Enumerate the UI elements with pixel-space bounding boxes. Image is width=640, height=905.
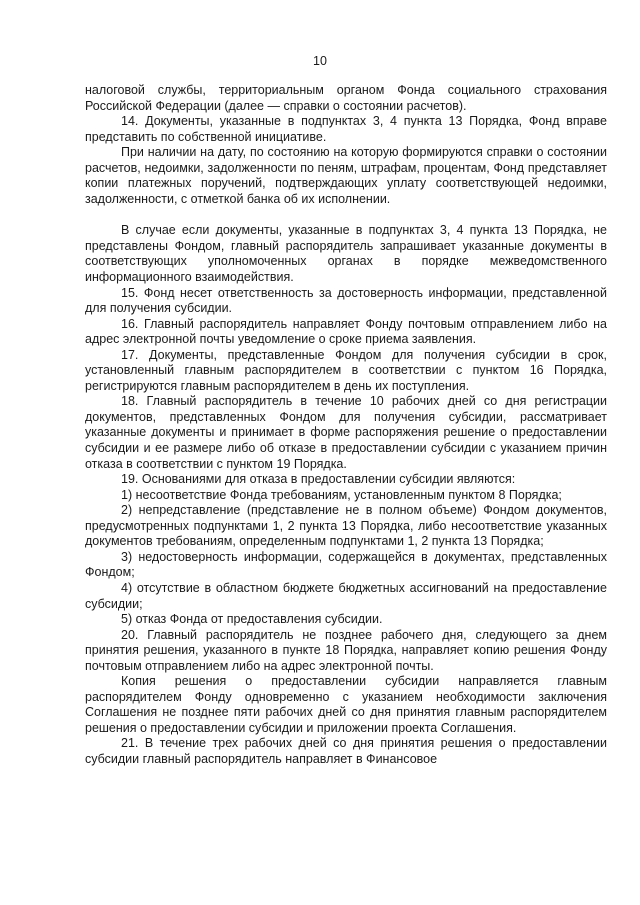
page-number: 10 <box>313 54 327 68</box>
paragraph-item-21: 21. В течение трех рабочих дней со дня принятия решения о предоставлении субсидии главный распорядитель направляет в Финансовое <box>85 736 607 766</box>
list-item-19-3: 3) недостоверность информации, содержащейся в документах, представленных Фондом; <box>85 549 607 580</box>
paragraph-gap <box>85 207 607 223</box>
paragraph-item-16: 16. Главный распорядитель направляет Фонду почтовым отправлением либо на адрес электронной почты уведомление о сроке приема заявления. <box>85 316 607 347</box>
list-item-19-4: 4) отсутствие в областном бюджете бюджетных ассигнований на предоставление субсидии; <box>85 580 607 611</box>
list-item-19-1: 1) несоответствие Фонда требованиям, установленным пунктом 8 Порядка; <box>121 487 562 502</box>
paragraph-item-18: 18. Главный распорядитель в течение 10 рабочих дней со дня регистрации документов, представленных Фондом для получения субсидии, рассматривает указанные документы и принимает в форме распоряжения решение о предоставлении субсидии и ее размере либо об отказе в предоставлении субсидии с указанием причин отказа в соответствии с пунктом 19 Порядка. <box>85 394 607 471</box>
list-item-19-5: 5) отказ Фонда от предоставления субсидии. <box>121 612 383 627</box>
paragraph-item-20: 20. Главный распорядитель не позднее рабочего дня, следующего за днем принятия решения, указанного в пункте 18 Порядка, направляет копию решения Фонду почтовым отправлением либо на адрес электронной почты. <box>85 627 607 673</box>
list-item-19-2: 2) непредставление (представление не в полном объеме) Фондом документов, предусмотренных подпунктами 1, 2 пункта 13 Порядка, либо несоответствие указанных документов требованиям, определенным подпунктами 1, 2 пункта 13 Порядка; <box>85 503 607 549</box>
paragraph-arrears-copies: При наличии на дату, по состоянию на которую формируются справки о состоянии расчетов, недоимки, задолженности по пеням, штрафам, процентам, Фонд представляет копии платежных поручений, подтверждающих уплату соответствующей недоимки, задолженности, с отметкой банка об их исполнении. <box>85 145 607 206</box>
paragraph-continuation: налоговой службы, территориальным органом Фонда социального страхования Российской Федерации (далее — справки о состоянии расчетов). <box>85 83 607 113</box>
paragraph-item-19: 19. Основаниями для отказа в предоставлении субсидии являются: <box>121 472 516 487</box>
paragraph-item-17: 17. Документы, представленные Фондом для получения субсидии в срок, установленный главным распорядителем в соответствии с пунктом 16 Порядка, регистрируются главным распорядителем в день их поступления. <box>85 347 607 393</box>
paragraph-decision-copy: Копия решения о предоставлении субсидии направляется главным распорядителем Фонду одновременно с указанием необходимости заключения Соглашения не позднее пяти рабочих дней со дня принятия главным распорядителем решения о предоставлении субсидии и приложении проекта Соглашения. <box>85 674 607 735</box>
document-body <box>85 83 607 768</box>
paragraph-item-14: 14. Документы, указанные в подпунктах 3, 4 пункта 13 Порядка, Фонд вправе представить по собственной инициативе. <box>85 114 607 144</box>
paragraph-item-15: 15. Фонд несет ответственность за достоверность информации, представленной для получения субсидии. <box>85 285 607 316</box>
paragraph-interagency-request: В случае если документы, указанные в подпунктах 3, 4 пункта 13 Порядка, не представлены Фондом, главный распорядитель запрашивает указанные документы в соответствующих уполномоченных органах в порядке межведомственного информационного взаимодействия. <box>85 223 607 285</box>
